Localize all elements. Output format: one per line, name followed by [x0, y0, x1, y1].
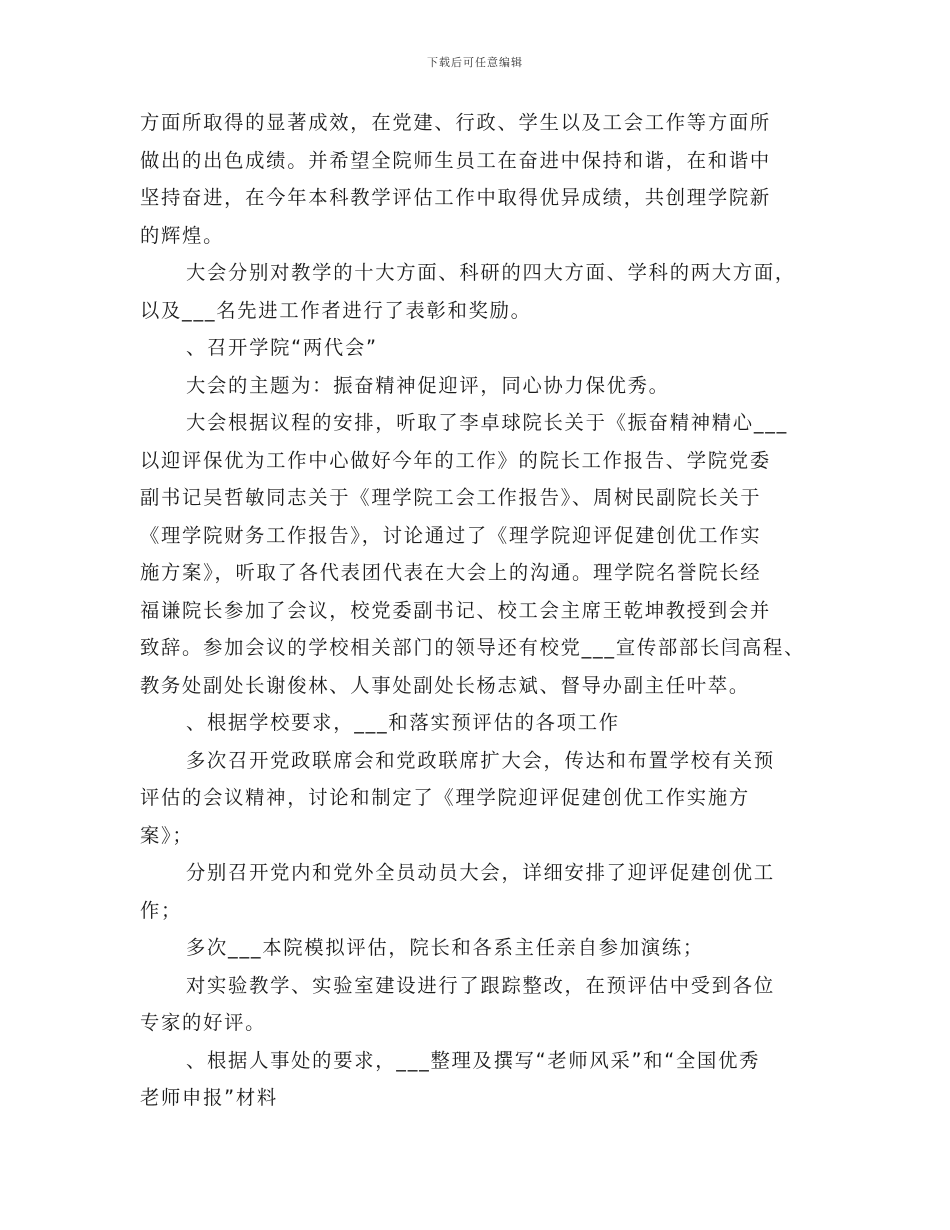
text-line: 副书记吴哲敏同志关于《理学院工会工作报告》、周树民副院长关于 [140, 486, 762, 509]
text-line: 评估的会议精神，讨论和制定了《理学院迎评促建创优工作实施方 [140, 786, 750, 809]
text-line: 大会根据议程的安排，听取了李卓球院长关于《振奋精神精心___ [186, 411, 789, 434]
page-header: 下载后可任意编辑 [427, 56, 523, 69]
text-line: 以迎评保优为工作中心做好今年的工作》的院长工作报告、学院党委 [140, 448, 771, 472]
text-line: 福谦院长参加了会议，校党委副书记、校工会主席王乾坤教授到会并 [140, 598, 771, 622]
text-line: 的辉煌。 [140, 223, 225, 247]
text-line: 案》； [140, 823, 194, 847]
text-line: 分别召开党内和党外全员动员大会，详细安排了迎评促建创优工 [186, 861, 775, 884]
text-line: 专家的好评。 [140, 1011, 267, 1034]
text-line: 多次___本院模拟评估，院长和各系主任亲自参加演练； [186, 936, 704, 959]
text-line: 做出的出色成绩。并希望全院师生员工在奋进中保持和谐，在和谐中 [140, 148, 771, 172]
text-line: 以及___名先进工作者进行了表彰和奖励。 [140, 298, 532, 322]
text-line: 对实验教学、实验室建设进行了跟踪整改，在预评估中受到各位 [186, 973, 775, 997]
text-line: 施方案》，听取了各代表团代表在大会上的沟通。理学院名誉院长经 [140, 561, 762, 584]
text-line: 致辞。参加会议的学校相关部门的领导还有校党___宣传部部长闫高程、 [140, 636, 806, 659]
text-line: 方面所取得的显著成效，在党建、行政、学生以及工会工作等方面所 [140, 111, 771, 134]
text-line: 坚持奋进，在今年本科教学评估工作中取得优异成绩，共创理学院新 [140, 186, 771, 209]
section-heading: 、根据人事处的要求，___整理及撰写“老师风采”和“全国优秀 [186, 1048, 761, 1072]
text-line: 老师申报”材料 [140, 1086, 278, 1109]
text-line: 教务处副处长谢俊林、人事处副处长杨志斌、督导办副主任叶萃。 [140, 673, 750, 697]
section-heading: 、根据学校要求，___和落实预评估的各项工作 [186, 711, 620, 734]
text-line: 作； [140, 898, 183, 922]
text-line: 多次召开党政联席会和党政联席扩大会，传达和布置学校有关预 [186, 748, 775, 772]
document-body [140, 104, 820, 1117]
text-line: 《理学院财务工作报告》，讨论通过了《理学院迎评促建创优工作实 [140, 523, 762, 547]
section-heading: 、召开学院“两代会” [186, 336, 378, 359]
text-line: 大会分别对教学的十大方面、科研的四大方面、学科的两大方面， [186, 261, 796, 284]
text-line: 大会的主题为：振奋精神促迎评，同心协力保优秀。 [186, 373, 670, 397]
